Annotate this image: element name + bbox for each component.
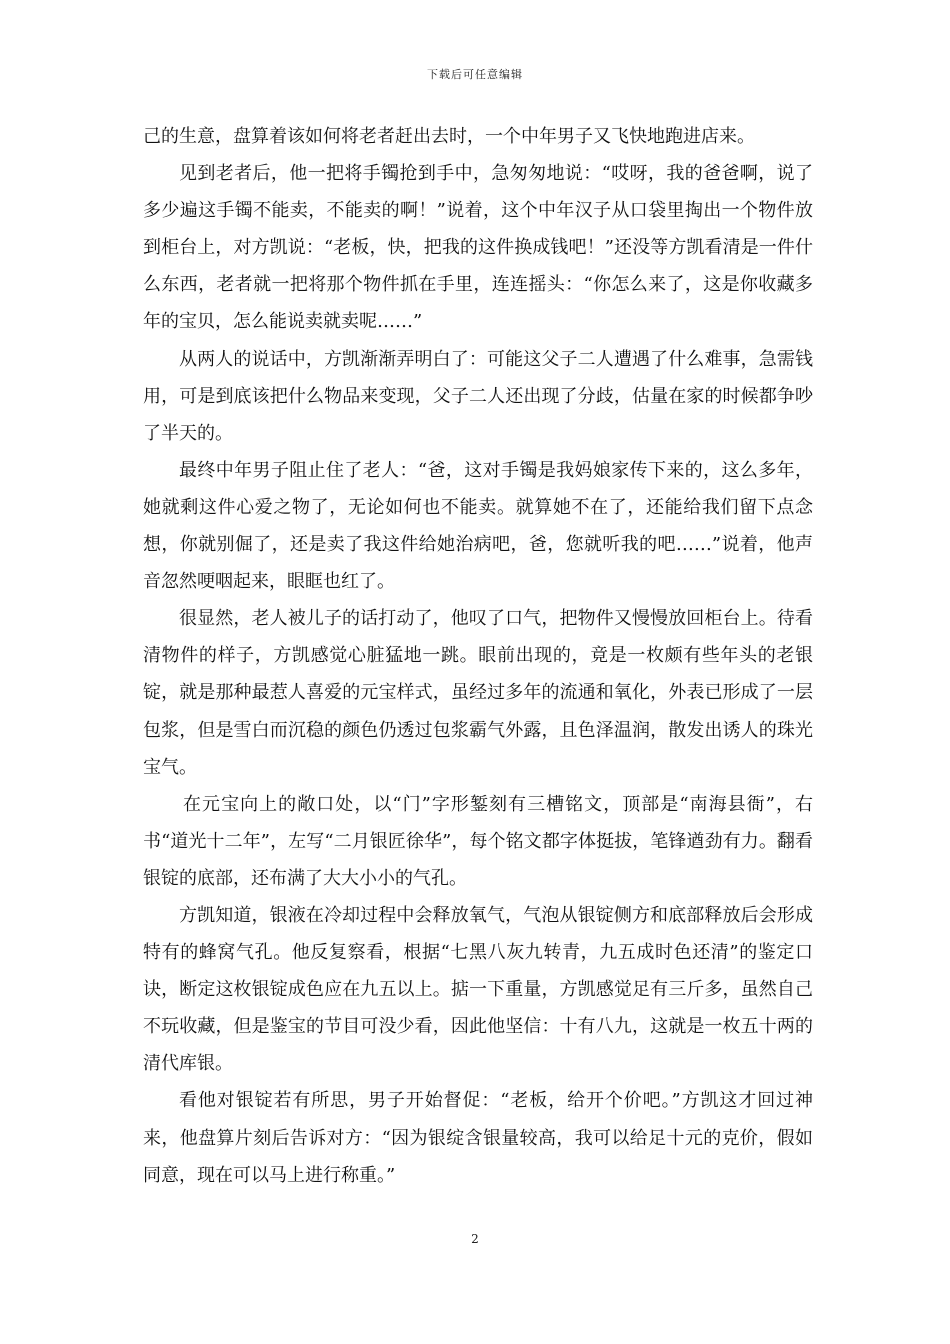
paragraph: 在元宝向上的敞口处，以“门”字形錾刻有三槽铭文，顶部是“南海县衙”，右书“道光十二年”，左写“二月银匠徐华”，每个铭文都字体挺拔，笔锋遒劲有力。翻看银锭的底部，还布满了大大小小的气孔。 <box>143 793 813 889</box>
paragraph: 从两人的说话中，方凯渐渐弄明白了：可能这父子二人遭遇了什么难事，急需钱用，可是到底该把什么物品来变现，父子二人还出现了分歧，估量在家的时候都争吵了半天的。 <box>143 348 813 444</box>
paragraph: 看他对银锭若有所思，男子开始督促：“老板，给开个价吧。”方凯这才回过神来，他盘算片刻后告诉对方：“因为银绽含银量较高，我可以给足十元的克价，假如同意，现在可以马上进行称重。” <box>143 1090 813 1186</box>
paragraph: 很显然，老人被儿子的话打动了，他叹了口气，把物件又慢慢放回柜台上。待看清物件的样子，方凯感觉心脏猛地一跳。眼前出现的，竟是一枚颇有些年头的老银锭，就是那种最惹人喜爱的元宝样式，虽经过多年的流通和氧化，外表已形成了一层包浆，但是雪白而沉稳的颜色仍透过包浆霸气外露，且色泽温润，散发出诱人的珠光宝气。 <box>143 608 813 778</box>
paragraph: 见到老者后，他一把将手镯抢到手中，急匆匆地说：“哎呀，我的爸爸啊，说了多少遍这手镯不能卖，不能卖的啊！”说着，这个中年汉子从口袋里掏出一个物件放到柜台上，对方凯说：“老板，快，把我的这件换成钱吧！”还没等方凯看清是一件什么东西，老者就一把将那个物件抓在手里，连连摇头：“你怎么来了，这是你收藏多年的宝贝，怎么能说卖就卖呢……” <box>143 163 813 333</box>
page-header: 下载后可任意编辑 <box>427 68 523 81</box>
body-text <box>143 118 813 1194</box>
paragraph: 方凯知道，银液在冷却过程中会释放氧气，气泡从银锭侧方和底部释放后会形成特有的蜂窝气孔。他反复察看，根据“七黑八灰九转青，九五成时色还清”的鉴定口诀，断定这枚银锭成色应在九五以上。掂一下重量，方凯感觉足有三斤多，虽然自己不玩收藏，但是鉴宝的节目可没少看，因此他坚信：十有八九，这就是一枚五十两的清代库银。 <box>143 904 813 1075</box>
page-number: 2 <box>471 1232 479 1246</box>
paragraph: 己的生意，盘算着该如何将老者赶出去时，一个中年男子又飞快地跑进店来。 <box>143 126 755 147</box>
paragraph: 最终中年男子阻止住了老人：“爸，这对手镯是我妈娘家传下来的，这么多年，她就剩这件心爱之物了，无论如何也不能卖。就算她不在了，还能给我们留下点念想，你就别倔了，还是卖了我这件给她治病吧，爸，您就听我的吧……”说着，他声音忽然哽咽起来，眼眶也红了。 <box>143 459 813 593</box>
